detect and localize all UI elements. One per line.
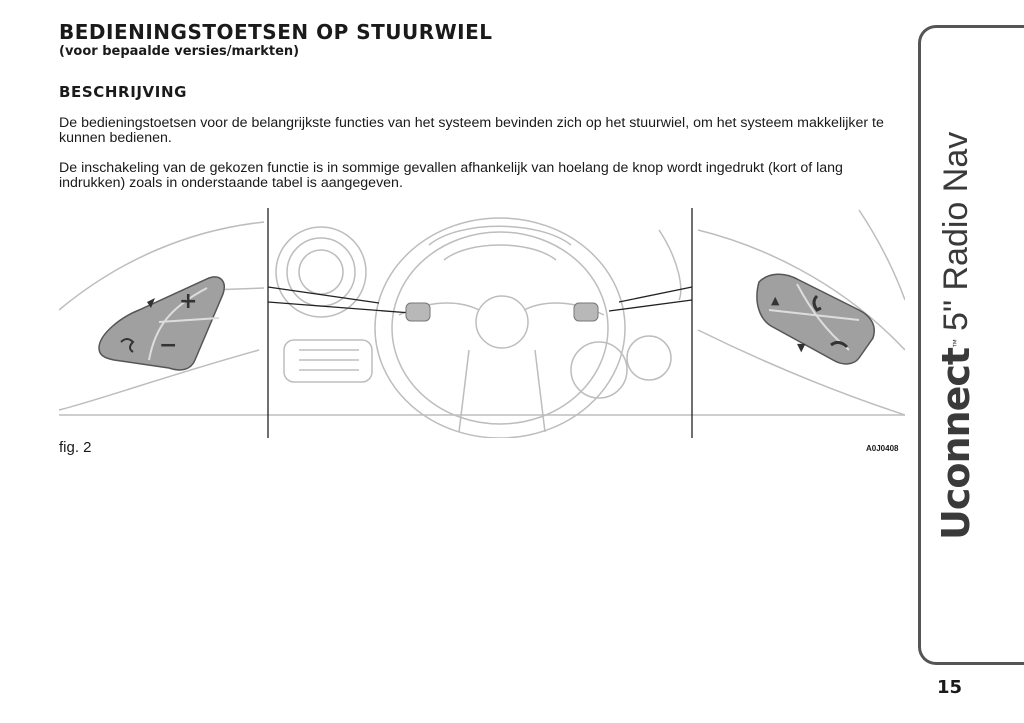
paragraph-2: De inschakeling van de gekozen functie is in sommige gevallen afhankelijk van hoelang de knop wordt ingedrukt (kort of lang indrukken) zoals in onderstaande tabel is aangegeven. [59, 160, 843, 191]
trademark-symbol: ™ [951, 338, 961, 348]
chapter-tab-label [928, 20, 984, 540]
left-control-cluster [99, 277, 224, 370]
right-control-cluster [757, 274, 874, 364]
paragraph-1: De bedieningstoetsen voor de belangrijkste functies van het systeem bevinden zich op het stuurwiel, om het systeem makkelijker te kunnen bedienen. [59, 115, 884, 146]
page-number: 15 [937, 677, 963, 698]
up-arrow-symbol: ▲ [771, 294, 780, 307]
figure-code: A0J0408 [866, 444, 899, 453]
uconnect-logo: Uconnect [934, 347, 978, 540]
page-title: BEDIENINGSTOETSEN OP STUURWIEL [59, 20, 493, 44]
volume-down-symbol: − [159, 333, 178, 358]
volume-up-symbol: + [179, 289, 198, 314]
steering-wheel-controls-illustration [59, 200, 905, 438]
product-model: 5" Radio Nav [936, 131, 975, 331]
page-subtitle: (voor bepaalde versies/markten) [59, 44, 300, 59]
section-heading: BESCHRIJVING [59, 83, 188, 101]
figure-label: fig. 2 [59, 439, 92, 456]
down-arrow-symbol: ▼ [797, 341, 806, 354]
